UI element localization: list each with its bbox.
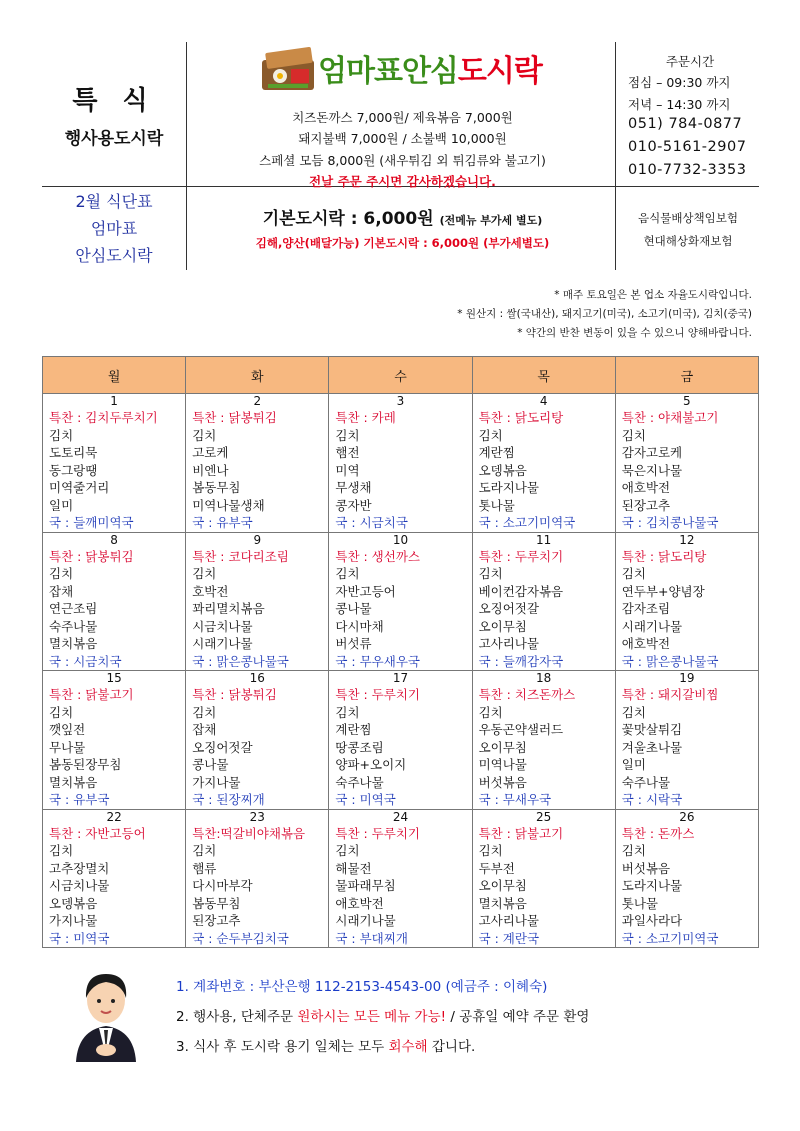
special-dish: 특찬 : 두루치기 — [335, 825, 420, 841]
side-dish: 김치 — [49, 427, 74, 443]
page-subtitle: 행사용도시락 — [64, 129, 164, 149]
side-dish: 김치 — [621, 843, 646, 858]
soup-item: 국 : 미역국 — [335, 792, 396, 807]
side-dish: 버섯볶음 — [621, 860, 671, 876]
side-dish: 잡채 — [192, 722, 217, 737]
day-header: 월 — [43, 357, 186, 394]
side-dish: 미역 — [335, 462, 360, 478]
account-info: 1. 계좌번호 : 부산은행 112-2153-4543-00 (예금주 : 이혜숙) — [176, 979, 548, 995]
special-dish: 특찬 : 김치두루치기 — [49, 410, 158, 425]
side-dish: 오이무침 — [478, 618, 527, 634]
divider — [615, 42, 616, 270]
soup-item: 국 : 들깨감자국 — [478, 653, 564, 669]
soup-item: 국 : 계란국 — [478, 930, 540, 946]
day-cell — [472, 532, 615, 671]
day-number: 9 — [253, 532, 262, 547]
insurance-line: 현대해상화재보험 — [643, 234, 733, 248]
day-cell — [615, 532, 758, 671]
order-info-c: / 공휴일 예약 주문 환영 — [446, 1009, 590, 1025]
side-dish: 잡채 — [49, 583, 74, 599]
side-dish: 김치 — [621, 704, 646, 720]
side-dish: 겨울초나물 — [621, 739, 683, 755]
side-dish: 두부전 — [478, 860, 515, 876]
soup-item: 국 : 된장찌개 — [192, 792, 265, 807]
side-dish: 김치 — [335, 704, 360, 720]
special-dish: 특찬 : 코다리조림 — [192, 548, 289, 564]
side-dish: 꽈리멸치볶음 — [192, 601, 265, 616]
side-dish: 비엔나 — [192, 462, 229, 478]
side-dish: 도라지나물 — [621, 878, 683, 893]
logo-text-red: 도시락 — [457, 54, 542, 89]
soup-item: 국 : 김치콩나물국 — [621, 515, 719, 530]
day-number: 17 — [392, 671, 409, 685]
side-dish: 계란찜 — [478, 445, 515, 460]
side-dish: 김치 — [478, 704, 503, 720]
return-info-c: 갑니다. — [427, 1039, 476, 1055]
side-dish: 고추장멸치 — [49, 860, 110, 876]
day-number: 5 — [683, 394, 691, 408]
side-dish: 도라지나물 — [478, 480, 539, 495]
side-dish: 미역줄거리 — [49, 480, 110, 495]
side-dish: 김치 — [192, 843, 217, 858]
special-dish: 특찬 : 닭도리탕 — [478, 410, 564, 425]
side-dish: 김치 — [621, 427, 646, 443]
day-cell — [43, 809, 186, 948]
side-dish: 감자고로케 — [621, 445, 683, 460]
side-dish: 미역나물 — [478, 757, 527, 772]
day-number: 8 — [110, 532, 118, 547]
day-cell — [329, 532, 472, 671]
order-time-dinner: 저녁 – 14:30 까지 — [628, 97, 731, 112]
day-number: 16 — [249, 671, 265, 685]
side-dish: 김치 — [192, 427, 217, 443]
special-dish: 특찬 : 닭봉튀김 — [49, 548, 134, 564]
day-cell — [186, 394, 329, 533]
month-label: 2월 식단표 — [75, 192, 153, 211]
side-dish: 연근조림 — [49, 601, 98, 616]
day-cell — [329, 394, 472, 533]
side-dish: 톳나물 — [621, 895, 658, 911]
order-time-title: 주문시간 — [665, 54, 715, 69]
special-dish: 특찬 : 치즈돈까스 — [478, 687, 576, 702]
day-header: 금 — [615, 357, 758, 394]
side-dish: 톳나물 — [478, 497, 515, 513]
side-dish: 숙주나물 — [335, 774, 384, 790]
day-cell — [186, 532, 329, 671]
side-dish: 베이컨감자볶음 — [478, 583, 564, 599]
note-line: * 매주 토요일은 본 업소 자율도시락입니다. — [554, 289, 752, 301]
price-line: 치즈돈까스 7,000원/ 제육볶음 7,000원 — [292, 110, 513, 125]
side-dish: 김치 — [49, 566, 74, 581]
order-time-lunch: 점심 – 09:30 까지 — [628, 75, 731, 90]
day-cell — [329, 671, 472, 810]
special-dish: 특찬 : 생선까스 — [335, 548, 420, 564]
return-info — [176, 1035, 475, 1055]
side-dish: 김치 — [478, 566, 503, 581]
side-dish: 김치 — [335, 427, 360, 443]
note-line: * 약간의 반찬 변동이 있을 수 있으니 양해바랍니다. — [517, 327, 752, 339]
side-dish: 콩자반 — [335, 497, 372, 513]
day-number: 15 — [106, 671, 122, 685]
day-number: 11 — [536, 532, 552, 547]
insurance-line: 음식물배상책임보험 — [638, 211, 738, 225]
order-info-a: 2. 행사용, 단체주문 — [176, 1009, 298, 1025]
soup-item: 국 : 유부국 — [49, 792, 110, 807]
day-cell — [472, 671, 615, 810]
side-dish: 햄전 — [335, 445, 360, 460]
special-dish: 특찬 : 두루치기 — [335, 687, 420, 702]
side-dish: 오징어젓갈 — [478, 601, 539, 616]
side-dish: 김치 — [49, 843, 74, 858]
day-number: 2 — [253, 394, 262, 408]
side-dish: 된장고추 — [192, 913, 241, 928]
side-dish: 계란찜 — [335, 722, 372, 737]
price-line: 돼지불백 7,000원 / 소불백 10,000원 — [298, 131, 507, 146]
side-dish: 오뎅볶음 — [49, 895, 98, 911]
side-dish: 고사리나물 — [478, 913, 539, 928]
soup-item: 국 : 시금치국 — [49, 653, 122, 669]
brand-logo-text — [318, 46, 542, 90]
soup-item: 국 : 무우새우국 — [335, 653, 420, 669]
side-dish: 동그랑땡 — [49, 462, 98, 478]
side-dish: 멸치볶음 — [49, 774, 98, 790]
side-dish: 애호박전 — [621, 480, 671, 495]
soup-item: 국 : 무새우국 — [478, 792, 552, 807]
order-notice: 전날 주문 주시면 감사하겠습니다. — [309, 174, 496, 189]
side-dish: 묵은지나물 — [621, 462, 683, 478]
side-dish: 고로케 — [192, 445, 229, 460]
side-dish: 고사리나물 — [478, 636, 539, 651]
day-number: 22 — [106, 809, 122, 824]
side-dish: 오이무침 — [478, 739, 527, 755]
side-dish: 일미 — [49, 497, 74, 513]
price-line: 스페셜 모듬 8,000원 (새우튀김 외 튀김류와 불고기) — [259, 153, 546, 168]
side-dish: 오뎅볶음 — [478, 462, 527, 478]
calendar-body — [43, 394, 759, 948]
note-line: * 원산지 : 쌀(국내산), 돼지고기(미국), 소고기(미국), 김치(중국) — [457, 308, 752, 320]
day-header: 목 — [472, 357, 615, 394]
divider — [186, 42, 187, 270]
side-dish: 버섯류 — [335, 636, 372, 651]
side-dish: 물파래무침 — [335, 878, 396, 893]
staff-person-icon — [70, 966, 142, 1062]
day-number: 4 — [539, 394, 548, 408]
day-cell — [43, 394, 186, 533]
day-cell — [329, 809, 472, 948]
side-dish: 과일사라다 — [621, 913, 683, 928]
logo-text-green: 엄마표안심 — [318, 54, 458, 89]
side-dish: 김치 — [49, 704, 74, 720]
brand-line-1: 엄마표 — [90, 219, 138, 238]
soup-item: 국 : 유부국 — [192, 515, 253, 530]
side-dish: 콩나물 — [192, 757, 229, 772]
side-dish: 멸치볶음 — [478, 895, 527, 911]
side-dish: 콩나물 — [335, 601, 372, 616]
base-price — [190, 204, 615, 229]
side-dish: 꽃맛살튀김 — [621, 722, 683, 737]
side-dish: 양파+오이지 — [335, 757, 407, 772]
day-cell — [43, 671, 186, 810]
side-dish: 미역나물생채 — [192, 497, 265, 513]
side-dish: 시금치나물 — [49, 878, 110, 893]
phone-number[interactable]: 010-7732-3353 — [628, 162, 747, 178]
side-dish: 숙주나물 — [621, 774, 671, 790]
side-dish: 버섯볶음 — [478, 774, 527, 790]
side-dish: 가지나물 — [49, 913, 98, 928]
side-dish: 자반고등어 — [335, 583, 396, 599]
side-dish: 김치 — [192, 704, 217, 720]
day-number: 26 — [679, 809, 695, 824]
side-dish: 된장고추 — [621, 497, 671, 513]
side-dish: 해물전 — [335, 860, 372, 876]
week-row — [43, 532, 759, 671]
special-dish: 특찬 : 돈까스 — [621, 825, 695, 841]
base-price-text: 기본도시락 : 6,000원 — [262, 209, 434, 229]
day-number: 25 — [536, 809, 552, 824]
day-number: 1 — [110, 394, 118, 408]
side-dish: 숙주나물 — [49, 618, 98, 634]
side-dish: 햄류 — [192, 860, 217, 876]
special-dish: 특찬 : 닭봉튀김 — [192, 410, 277, 425]
side-dish: 김치 — [335, 566, 360, 581]
special-dish: 특찬 : 닭불고기 — [49, 687, 134, 702]
return-info-a: 3. 식사 후 도시락 용기 일체는 모두 — [176, 1039, 389, 1055]
soup-item: 국 : 소고기미역국 — [621, 930, 719, 946]
side-dish: 봄동무침 — [192, 895, 241, 911]
side-dish: 다시마부각 — [192, 878, 253, 893]
soup-item: 국 : 맑은콩나물국 — [192, 653, 289, 669]
special-dish: 특찬 : 카레 — [335, 410, 396, 425]
week-row — [43, 809, 759, 948]
side-dish: 시래기나물 — [621, 618, 683, 634]
brand-line-2: 안심도시락 — [75, 246, 153, 265]
side-dish: 시래기나물 — [192, 636, 253, 651]
side-dish: 호박전 — [192, 583, 229, 599]
soup-item: 국 : 시금치국 — [335, 515, 408, 530]
side-dish: 감자조림 — [621, 601, 671, 616]
page-title: 특 식 — [72, 86, 156, 116]
side-dish: 깻잎전 — [49, 722, 86, 737]
soup-item: 국 : 맑은콩나물국 — [621, 653, 719, 669]
side-dish: 봄동된장무침 — [49, 757, 122, 772]
day-header: 화 — [186, 357, 329, 394]
base-price-delivery: 김해,양산(배달가능) 기본도시락 : 6,000원 (부가세별도) — [255, 236, 550, 250]
side-dish: 봄동무침 — [192, 480, 241, 495]
side-dish: 가지나물 — [192, 774, 241, 790]
side-dish: 김치 — [192, 566, 217, 581]
day-number: 19 — [679, 671, 695, 685]
side-dish: 김치 — [621, 566, 646, 581]
side-dish: 일미 — [621, 757, 646, 772]
soup-item: 국 : 소고기미역국 — [478, 515, 576, 530]
side-dish: 김치 — [335, 843, 360, 858]
special-dish: 특찬 : 야채불고기 — [621, 410, 719, 425]
side-dish: 김치 — [478, 427, 503, 443]
day-number: 3 — [396, 394, 405, 408]
special-dish: 특찬 : 닭불고기 — [478, 825, 564, 841]
side-dish: 시래기나물 — [335, 913, 396, 928]
side-dish: 김치 — [478, 843, 503, 858]
week-row — [43, 671, 759, 810]
day-cell — [615, 671, 758, 810]
special-dish: 특찬 : 돼지갈비찜 — [621, 687, 719, 702]
side-dish: 땅콩조림 — [335, 739, 384, 755]
day-number: 12 — [679, 532, 695, 547]
side-dish: 애호박전 — [621, 636, 671, 651]
special-dish: 특찬 : 닭도리탕 — [621, 548, 707, 564]
side-dish: 오이무침 — [478, 878, 527, 893]
day-cell — [186, 809, 329, 948]
day-number: 23 — [249, 809, 265, 824]
menu-info-block — [44, 188, 184, 269]
day-header: 수 — [329, 357, 472, 394]
soup-item: 국 : 시락국 — [621, 792, 683, 807]
side-dish: 애호박전 — [335, 895, 384, 911]
side-dish: 멸치볶음 — [49, 636, 98, 651]
side-dish: 오징어젓갈 — [192, 739, 253, 755]
side-dish: 연두부+양념장 — [621, 583, 705, 599]
day-cell — [472, 809, 615, 948]
side-dish: 우동곤약샐러드 — [478, 722, 564, 737]
base-price-note: (전메뉴 부가세 별도) — [439, 214, 543, 227]
week-row — [43, 394, 759, 533]
day-cell — [615, 809, 758, 948]
phone-number[interactable]: 010-5161-2907 — [628, 139, 747, 155]
special-dish: 특찬 : 자반고등어 — [49, 825, 146, 841]
day-number: 18 — [536, 671, 552, 685]
special-dish: 특찬 : 닭봉튀김 — [192, 687, 277, 702]
phone-number[interactable]: 051) 784-0877 — [628, 116, 743, 132]
soup-item: 국 : 부대찌개 — [335, 930, 408, 946]
day-number: 10 — [392, 532, 409, 547]
order-info-highlight: 원하시는 모든 메뉴 가능! — [297, 1009, 447, 1025]
day-cell — [472, 394, 615, 533]
return-info-highlight: 회수해 — [388, 1039, 428, 1055]
side-dish: 무나물 — [49, 739, 86, 755]
soup-item: 국 : 들깨미역국 — [49, 515, 134, 530]
soup-item: 국 : 순두부김치국 — [192, 930, 289, 946]
day-cell — [43, 532, 186, 671]
menu-calendar — [42, 356, 759, 948]
day-cell — [186, 671, 329, 810]
day-cell — [615, 394, 758, 533]
day-number: 24 — [392, 809, 409, 824]
soup-item: 국 : 미역국 — [49, 930, 110, 946]
special-dish: 특찬 : 두루치기 — [478, 548, 564, 564]
order-info — [176, 1005, 589, 1025]
side-dish: 다시마채 — [335, 618, 384, 634]
side-dish: 무생채 — [335, 480, 372, 495]
side-dish: 도토리묵 — [49, 445, 98, 460]
special-dish: 특찬:떡갈비야채볶음 — [192, 825, 306, 841]
side-dish: 시금치나물 — [192, 618, 253, 634]
